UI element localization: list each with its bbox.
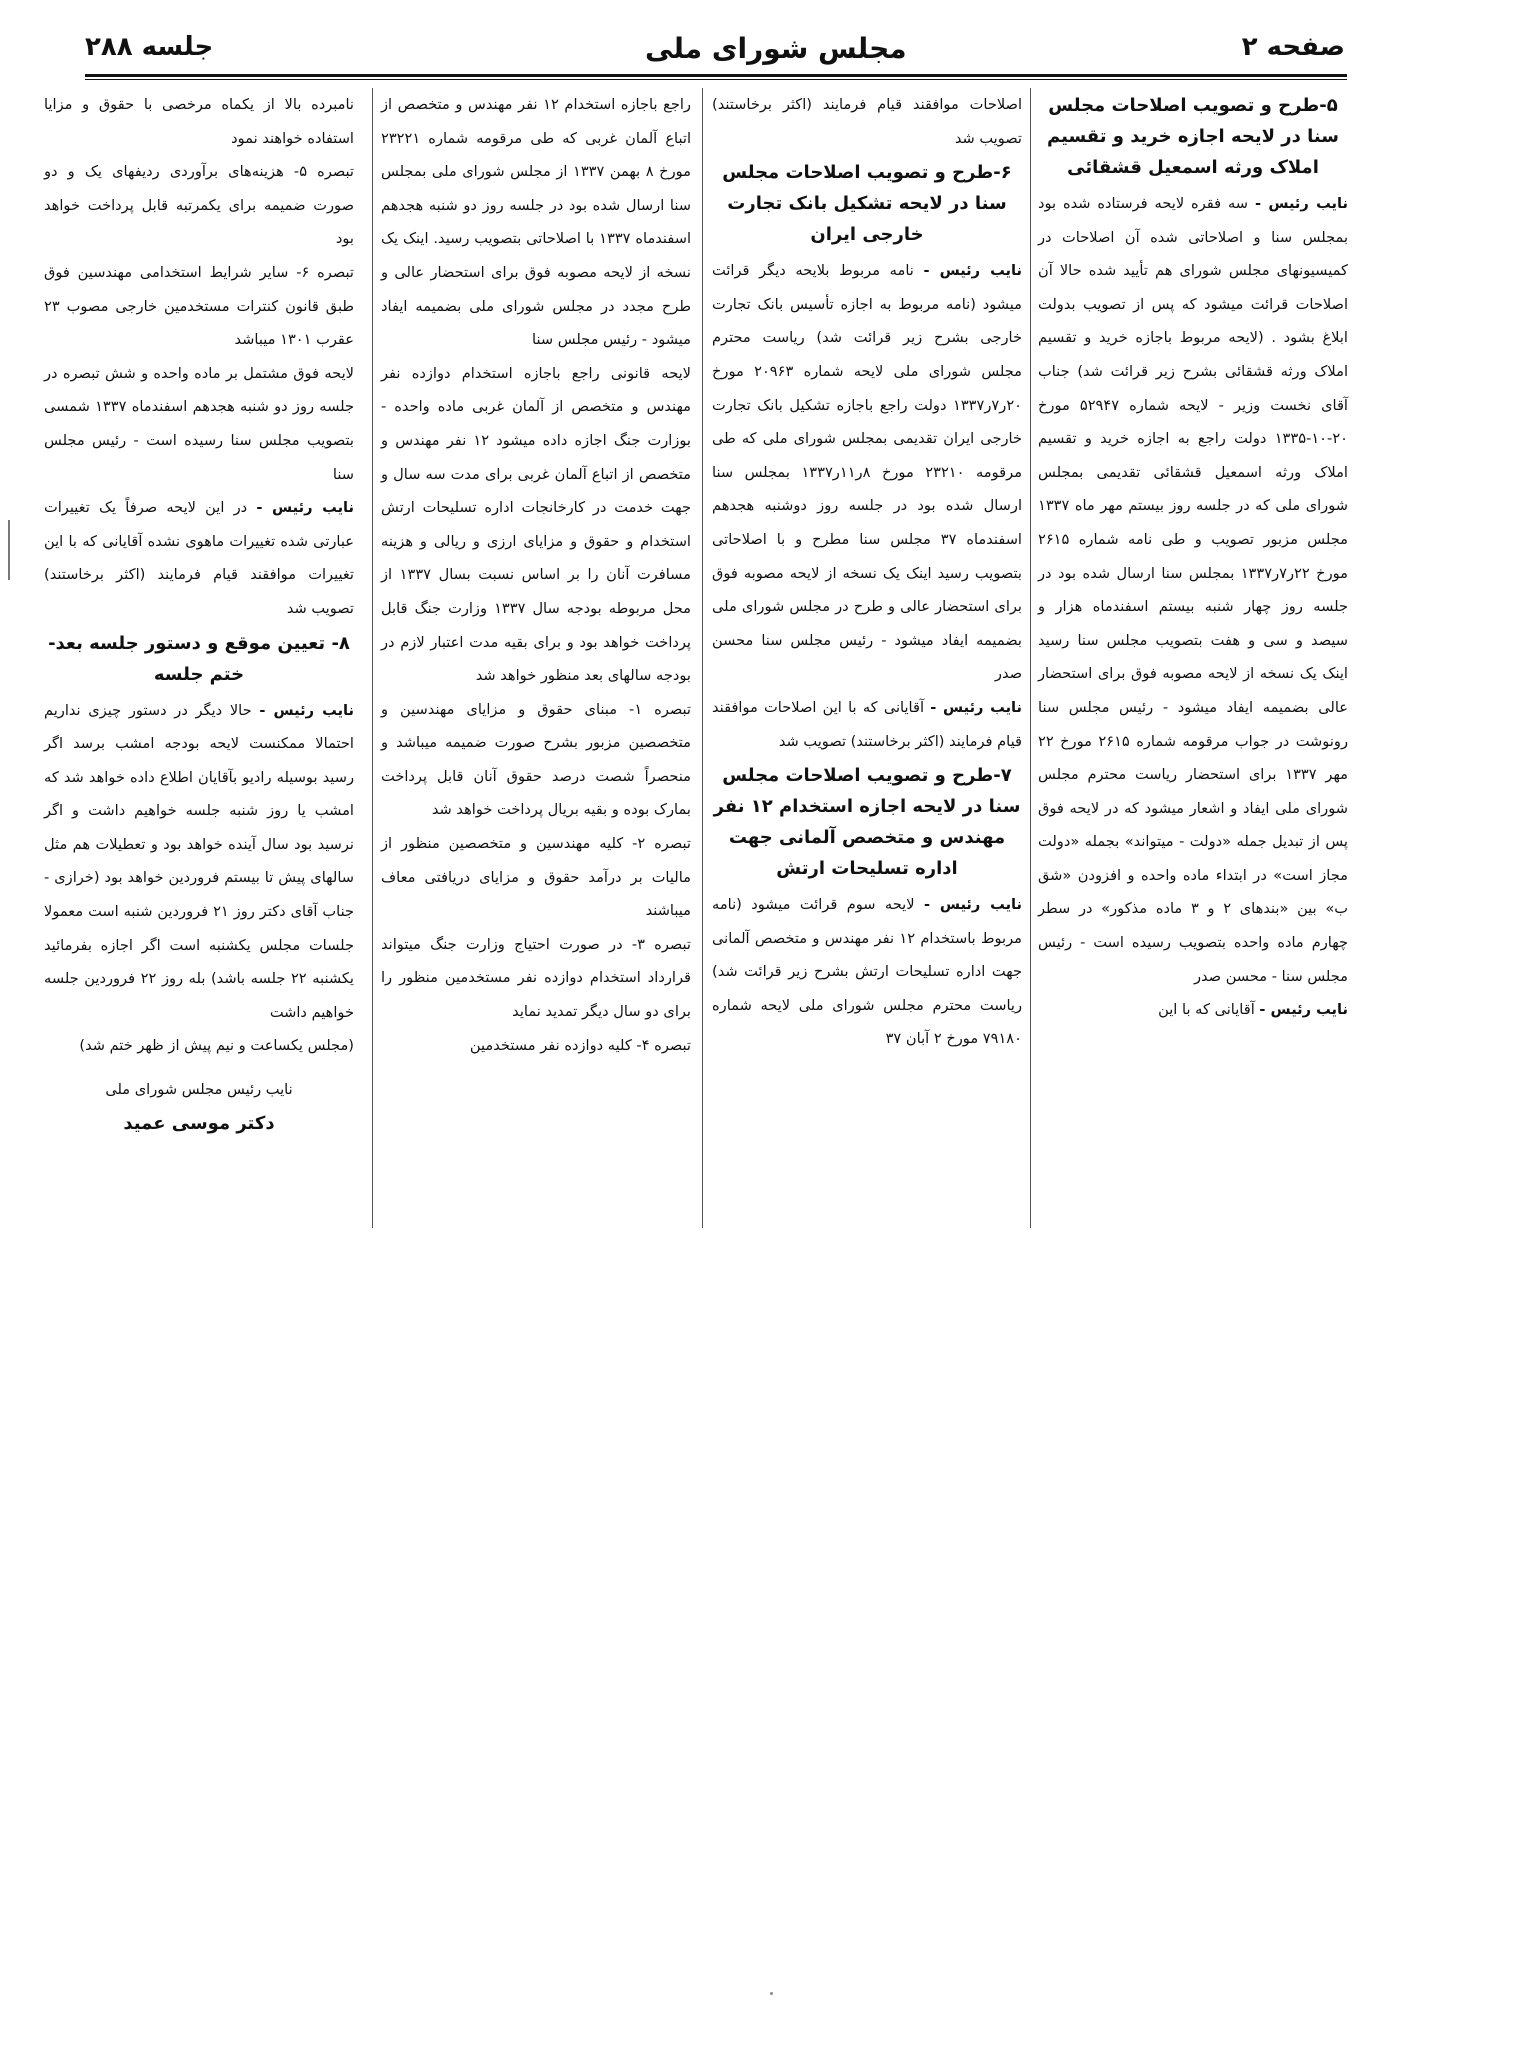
paragraph-text: لایحه فوق مشتمل بر ماده واحده و شش تبصره در جلسه روز دو شنبه هجدهم اسفندماه ۱۳۳۷ شمسی بتصویب مجلس سنا رسیده است - رئیس مجلس سنا <box>44 364 354 483</box>
text-column-4 <box>44 88 354 1140</box>
speaker-label: نایب رئیس - <box>930 698 1023 716</box>
text-column-2 <box>712 88 1022 1056</box>
paragraph <box>1038 993 1348 1027</box>
paragraph-text: در این لایحه صرفاً یک تغییرات عبارتی شده تغییرات ماهوی نشده آقایانی که با این تغییرات موافقند قیام فرمایند (اکثر برخاستند) تصویب شد <box>44 499 354 617</box>
column-divider <box>372 88 373 1228</box>
speaker-label: نایب رئیس - <box>1254 195 1349 212</box>
paragraph-text: تبصره ۶- سایر شرایط استخدامی مهندسین فوق طبق قانون کنترات مستخدمین خارجی مصوب ۲۳ عقرب ۱۳۰۱ میباشد <box>44 263 354 349</box>
paragraph-text: راجع باجازه استخدام ۱۲ نفر مهندس و متخصص از اتباع آلمان غربی که طی مرقومه شماره ۲۳۲۲۱ مورخ ۸ بهمن ۱۳۳۷ از مجلس شورای ملی بمجلس سنا ارسال شده بود در جلسه روز دو شنبه هجدهم اسفندماه ۱۳۳۷ با اصلاحاتی بتصویب رسید. اینک یک نسخه از لایحه مصوبه فوق برای استحضار عالی و طرح مجدد در مجلس شورای ملی بضمیمه ایفاد میشود - رئیس مجلس سنا <box>381 96 691 349</box>
paragraph-text: آقایانی که با این <box>1158 1001 1255 1019</box>
paragraph-text: حالا دیگر در دستور چیزی نداریم احتمالا ممکنست لایحه بودجه امشب برسد اگر رسید بوسیله رادیو بآقایان اطلاع داده خواهد شد که امشب یا روز شنبه جلسه خواهیم داشت و اگر نرسید بود سال آینده خواهد بود و تعطیلات هم مثل سالهای پیش تا بیستم فروردین خواهد بود (خرازی - جناب آقای دکتر روز ۲۱ فروردین شنبه است معمولا جلسات مجلس یکشنبه است اگر اجازه بفرمائید یکشنبه ۲۲ جلسه باشد) بله روز ۲۲ فروردین جلسه خواهیم داشت <box>44 701 354 1021</box>
paragraph-text: تبصره ۳- در صورت احتیاج وزارت جنگ میتواند قرارداد استخدام دوازده نفر مستخدمین منظور را برای دو سال دیگر تمدید نماید <box>381 935 691 1021</box>
speaker-label: نایب رئیس - <box>923 896 1023 914</box>
speaker-label: نایب رئیس - <box>259 701 355 719</box>
paragraph-text: آقایانی که با این اصلاحات موافقند قیام فرمایند (اکثر برخاستند) تصویب شد <box>712 698 1022 750</box>
paragraph-text: لایحه قانونی راجع باجازه استخدام دوازده نفر مهندس و متخصص از آلمان غربی ماده واحده - بوزارت جنگ اجازه داده میشود ۱۲ نفر مهندس و متخصص از اتباع آلمان غربی برای مدت سه سال و جهت خدمت در کارخانجات اداره تسلیحات ارتش استخدام و حقوق و مزایای ارزی و ریالی و هزینه مسافرت آنان را بر اساس نسبت بسال ۱۳۳۷ از محل مربوطه بودجه سال ۱۳۳۷ وزارت جنگ قابل پرداخت خواهد بود و برای بقیه مدت اعتبار لازم در بودجه سالهای بعد منظور خواهد شد <box>381 364 691 685</box>
section-heading: ۵-طرح و تصویب اصلاحات مجلس سنا در لایحه اجازه خرید و تقسیم املاک ورثه اسمعیل قشقائی <box>1047 95 1339 178</box>
column-divider <box>702 88 703 1228</box>
column-divider <box>1030 88 1031 1228</box>
speaker-label: نایب رئیس - <box>1259 1001 1348 1019</box>
paragraph-text: تبصره ۲- کلیه مهندسین و متخصصین منظور از مالیات بر درآمد حقوق و مزایای دریافتی معاف میباشند <box>381 835 691 920</box>
paragraph-text: تبصره ۵- هزینه‌های برآوردی ردیفهای یک و دو صورت ضمیمه برای یکمرتبه قابل پرداخت خواهد بود <box>44 163 354 248</box>
speaker-label: نایب رئیس - <box>923 262 1022 280</box>
paragraph <box>44 491 354 625</box>
paragraph <box>712 888 1022 1056</box>
publication-title: مجلس شورای ملی <box>645 32 907 65</box>
section-heading: ۶-طرح و تصویب اصلاحات مجلس سنا در لایحه تشکیل بانک تجارت خارجی ایران <box>722 162 1012 246</box>
signature-name: دکتر موسی عمید <box>123 1112 275 1134</box>
paragraph-text: نامبرده بالا از یکماه مرخصی با حقوق و مزایا استفاده خواهند نمود <box>44 96 354 147</box>
session-number-label: جلسه ۲۸۸ <box>85 32 214 62</box>
paragraph-text: نامه مربوط بلایحه دیگر قرائت میشود (نامه مربوط به اجازه تأسیس بانک تجارت خارجی بشرح زیر قرائت شد) ریاست محترم مجلس شورای ملی لایحه شماره ۲۰۹۶۳ مورخ ۲۰ر۷ر۱۳۳۷ دولت راجع باجازه تشکیل بانک تجارت خارجی ایران تقدیمی بمجلس شورای ملی که طی مرقومه ۲۳۲۱۰ مورخ ۸ر۱۱ر۱۳۳۷ بمجلس سنا ارسال شده بود در جلسه روز دوشنبه هجدهم اسفندماه ۳۷ مجلس سنا مطرح و با اصلاحاتی بتصویب رسید اینک یک نسخه از لایحه مصوبه فوق برای استحضار عالی و طرح در مجلس شورای ملی بضمیمه ایفاد میشود - رئیس مجلس سنا محسن صدر <box>712 262 1023 683</box>
paragraph-text: سه فقره لایحه فرستاده شده بود بمجلس سنا و اصلاحاتی شده آن اصلاحات در کمیسیونهای مجلس شورای هم تأیید شده حالا آن اصلاحات قرائت میشود که پس از تصویب بدولت ابلاغ بشود . (لایحه مربوط باجازه خرید و تقسیم املاک ورثه قشقائی بشرح زیر قرائت شد) جناب آقای نخست وزیر - لایحه شماره ۵۲۹۴۷ مورخ ۲۰-۱۰-۱۳۳۵ دولت راجع به اجازه خرید و تقسیم املاک ورثه اسمعیل قشقائی تقدیمی بمجلس شورای ملی که در جلسه روز بیستم مهر ماه ۱۳۳۷ مجلس مزبور تصویب و طی نامه شماره ۲۶۱۵ مورخ ۲۲ر۷ر۱۳۳۷ بمجلس سنا ارسال شده بود در جلسه روز چهار شنبه بیستم اسفندماه هزار و سیصد و سی و هفت بتصویب مجلس سنا رسید اینک یک نسخه از لایحه مصوبه فوق برای استحضار عالی بضمیمه ایفاد میشود - رئیس مجلس سنا رونوشت در جواب مرقومه شماره ۲۶۱۵ مورخ ۲۲ مهر ۱۳۳۷ برای استحضار ریاست محترم مجلس شورای ملی ایفاد و اشعار میشود که در لایحه فوق پس از تبدیل جمله «دولت - میتواند» بجمله «دولت مجاز است» در ابتداء ماده واحده و افزودن «شق ب» بین «بندهای ۲ و ۳ ماده مذکور» در سطر چهارم ماده واحده بتصویب رسیده است - رئیس مجلس سنا - محسن صدر <box>1038 195 1349 985</box>
paragraph <box>44 694 354 1030</box>
signature-title: نایب رئیس مجلس شورای ملی <box>105 1081 293 1099</box>
paragraph <box>712 691 1022 758</box>
paragraph-text: اصلاحات موافقند قیام فرمایند (اکثر برخاستند) تصویب شد <box>712 96 1022 147</box>
paragraph-text: تبصره ۴- کلیه دوازده نفر مستخدمین <box>469 1036 691 1054</box>
header-rule-thin <box>85 79 1347 80</box>
paragraph-text: لایحه سوم قرائت میشود (نامه مربوط باستخدام ۱۲ نفر مهندس و متخصص آلمانی جهت اداره تسلیحات ارتش بشرح زیر قرائت شد) ریاست محترم مجلس شورای ملی لایحه شماره ۷۹۱۸۰ مورخ ۲ آبان ۳۷ <box>712 896 1022 1048</box>
text-column-1 <box>1038 88 1348 1027</box>
header-rule <box>85 74 1347 77</box>
paragraph <box>712 254 1022 691</box>
speaker-label: نایب رئیس - <box>256 499 355 517</box>
section-heading: ۷-طرح و تصویب اصلاحات مجلس سنا در لایحه اجازه استخدام ۱۲ نفر مهندس و متخصص آلمانی جهت اداره تسلیحات ارتش <box>713 765 1021 880</box>
paragraph-text: تبصره ۱- مبنای حقوق و مزایای مهندسین و متخصصین مزبور بشرح صورت ضمیمه میباشد و منحصراً شصت درصد حقوق آنان قابل پرداخت بمارک بوده و بقیه بریال پرداخت خواهد شد <box>381 700 691 819</box>
scan-edge-mark <box>8 520 10 580</box>
page-number-label: صفحه ۲ <box>1241 32 1345 62</box>
paragraph <box>1038 187 1348 993</box>
paragraph-text: (مجلس یکساعت و نیم پیش از ظهر ختم شد) <box>79 1037 354 1055</box>
text-column-3 <box>381 88 691 1062</box>
page-header <box>85 28 1345 72</box>
scan-speck <box>770 1992 773 1995</box>
section-heading: ۸- تعیین موقع و دستور جلسه بعد- ختم جلسه <box>48 632 350 685</box>
